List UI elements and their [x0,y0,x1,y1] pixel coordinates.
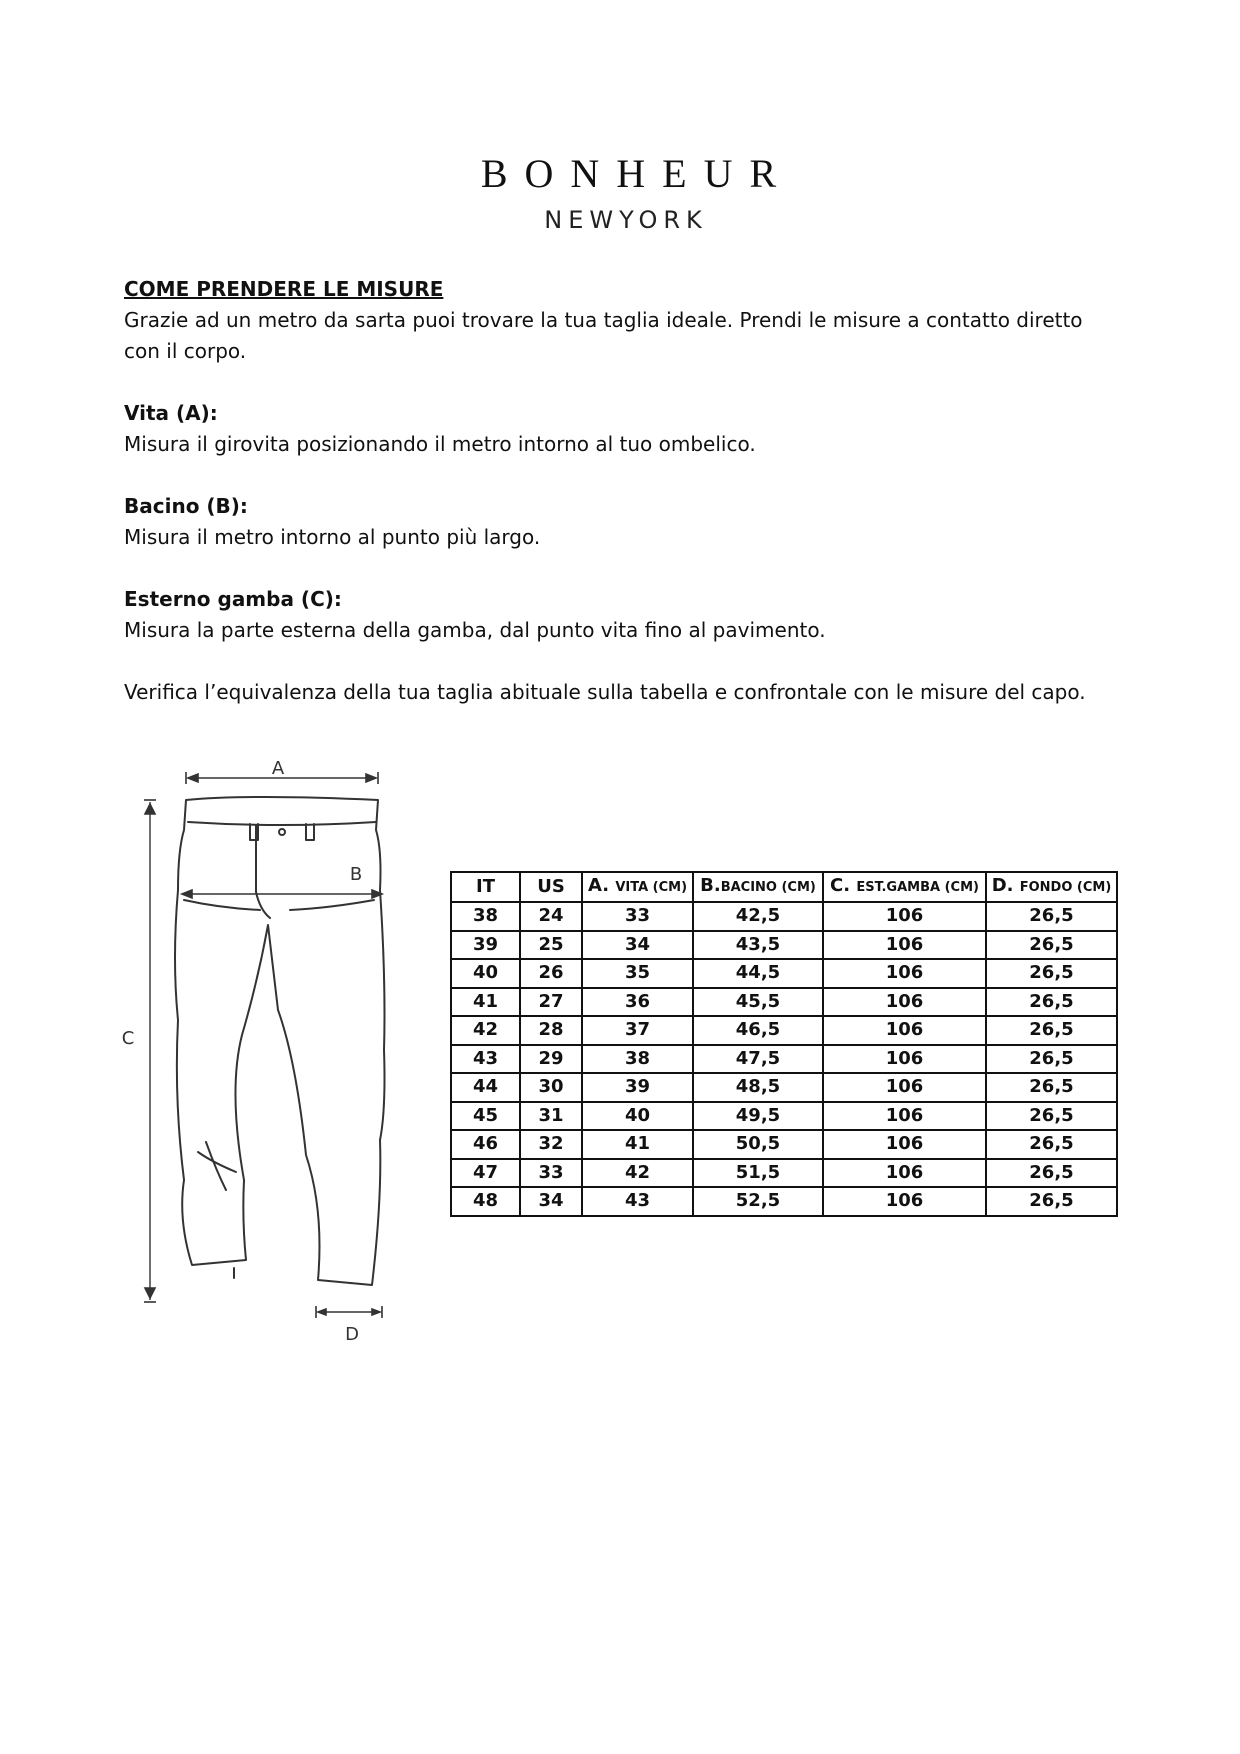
cell-waist: 36 [582,988,693,1017]
cell-it: 46 [451,1130,520,1159]
table-row [451,1102,1117,1131]
cell-hem: 26,5 [986,1045,1117,1074]
cell-us: 27 [520,988,582,1017]
cell-hip: 51,5 [693,1159,823,1188]
section-text-outseam: Misura la parte esterna della gamba, dal punto vita fino al pavimento. [124,618,826,642]
cell-waist: 41 [582,1130,693,1159]
cell-it: 43 [451,1045,520,1074]
cell-waist: 39 [582,1073,693,1102]
cell-hip: 49,5 [693,1102,823,1131]
cell-it: 45 [451,1102,520,1131]
cell-it: 41 [451,988,520,1017]
cell-it: 44 [451,1073,520,1102]
instructions [124,274,1124,708]
table-row [451,1130,1117,1159]
cell-hem: 26,5 [986,959,1117,988]
cell-hem: 26,5 [986,1159,1117,1188]
size-table [450,871,1118,1217]
table-row [451,1159,1117,1188]
cell-outseam: 106 [823,1159,986,1188]
cell-hem: 26,5 [986,931,1117,960]
intro-text-line-1: Grazie ad un metro da sarta puoi trovare la tua taglia ideale. Prendi le misure a contatto diretto [124,308,1083,332]
table-row [451,1187,1117,1216]
table-header-row [451,872,1117,902]
diagram-label-a: A [271,760,285,779]
cell-outseam: 106 [823,959,986,988]
cell-hem: 26,5 [986,988,1117,1017]
cell-hip: 48,5 [693,1073,823,1102]
cell-waist: 37 [582,1016,693,1045]
cell-us: 26 [520,959,582,988]
cell-outseam: 106 [823,1102,986,1131]
cell-waist: 38 [582,1045,693,1074]
cell-waist: 34 [582,931,693,960]
cell-waist: 33 [582,902,693,931]
cell-us: 32 [520,1130,582,1159]
cell-hip: 43,5 [693,931,823,960]
cell-hem: 26,5 [986,1187,1117,1216]
brand-name: BONHEUR [480,151,794,196]
table-row [451,1073,1117,1102]
cell-us: 33 [520,1159,582,1188]
diagram-label-c: C [121,1028,135,1049]
diagram-label-b: B [349,864,363,885]
cell-hem: 26,5 [986,1130,1117,1159]
header-waist: A. VITA (CM) [582,872,693,902]
cell-outseam: 106 [823,988,986,1017]
cell-outseam: 106 [823,1016,986,1045]
section-title-hip: Bacino (B): [124,494,248,518]
table-row [451,1016,1117,1045]
cell-outseam: 106 [823,902,986,931]
section-text-hip: Misura il metro intorno al punto più largo. [124,525,541,549]
cell-outseam: 106 [823,931,986,960]
cell-outseam: 106 [823,1073,986,1102]
cell-hem: 26,5 [986,902,1117,931]
cell-us: 29 [520,1045,582,1074]
diagram-label-d: D [345,1324,359,1340]
cell-hip: 45,5 [693,988,823,1017]
cell-hip: 44,5 [693,959,823,988]
table-row [451,1045,1117,1074]
cell-outseam: 106 [823,1130,986,1159]
cell-it: 38 [451,902,520,931]
cell-outseam: 106 [823,1045,986,1074]
brand-subtitle: NEWYORK [544,206,708,234]
table-row [451,931,1117,960]
cell-hip: 46,5 [693,1016,823,1045]
size-table-body [451,902,1117,1216]
cell-us: 24 [520,902,582,931]
cell-hem: 26,5 [986,1016,1117,1045]
note-text: Verifica l’equivalenza della tua taglia abituale sulla tabella e confrontale con le misure del capo. [124,680,1086,704]
section-text-waist: Misura il girovita posizionando il metro intorno al tuo ombelico. [124,432,756,456]
cell-it: 48 [451,1187,520,1216]
cell-us: 34 [520,1187,582,1216]
cell-waist: 40 [582,1102,693,1131]
cell-waist: 42 [582,1159,693,1188]
instructions-heading: COME PRENDERE LE MISURE [124,277,444,301]
cell-us: 28 [520,1016,582,1045]
cell-hip: 47,5 [693,1045,823,1074]
table-row [451,988,1117,1017]
header-hip: B.BACINO (CM) [693,872,823,902]
cell-hip: 50,5 [693,1130,823,1159]
cell-it: 42 [451,1016,520,1045]
header-hem: D. FONDO (CM) [986,872,1117,902]
header-it: IT [451,872,520,902]
cell-hip: 52,5 [693,1187,823,1216]
cell-waist: 35 [582,959,693,988]
header-outseam: C. EST.GAMBA (CM) [823,872,986,902]
cell-us: 25 [520,931,582,960]
cell-outseam: 106 [823,1187,986,1216]
cell-it: 47 [451,1159,520,1188]
cell-hip: 42,5 [693,902,823,931]
section-title-outseam: Esterno gamba (C): [124,587,342,611]
intro-text-line-2: con il corpo. [124,339,247,363]
table-row [451,959,1117,988]
table-row [451,902,1117,931]
section-title-waist: Vita (A): [124,401,218,425]
header-us: US [520,872,582,902]
cell-us: 31 [520,1102,582,1131]
cell-waist: 43 [582,1187,693,1216]
cell-hem: 26,5 [986,1102,1117,1131]
cell-it: 40 [451,959,520,988]
pants-measurement-diagram [110,760,410,1340]
cell-it: 39 [451,931,520,960]
cell-us: 30 [520,1073,582,1102]
cell-hem: 26,5 [986,1073,1117,1102]
